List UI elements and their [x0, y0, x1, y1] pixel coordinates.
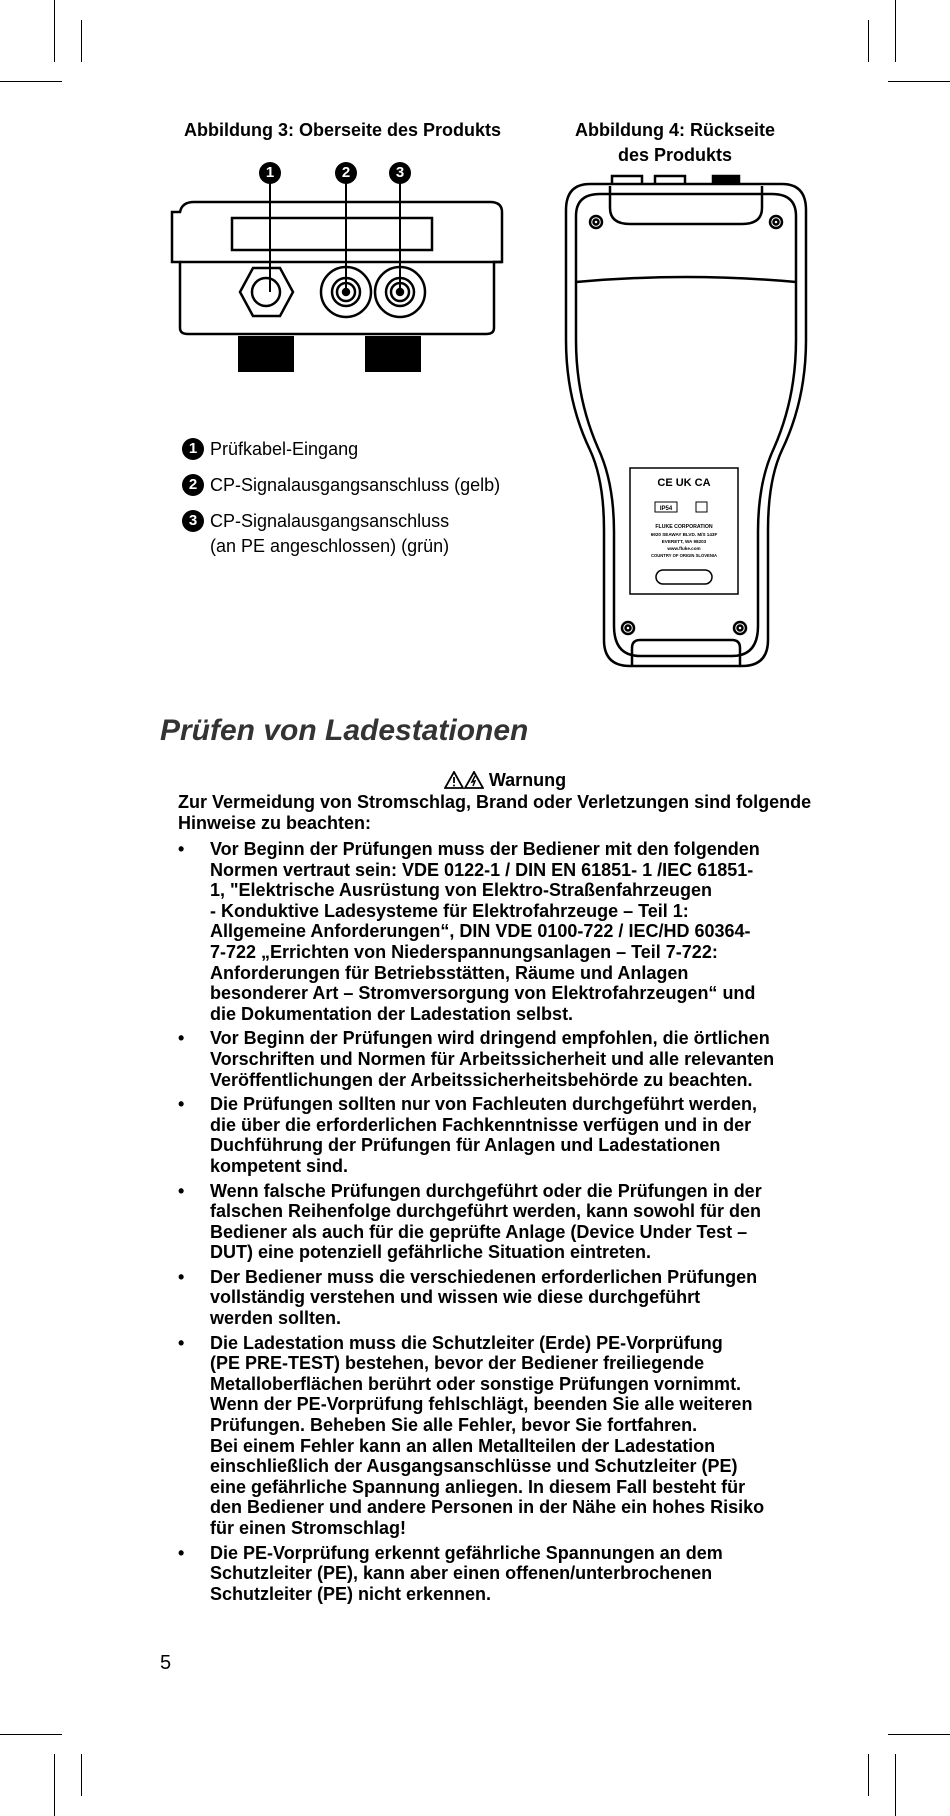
- warning-intro: Zur Vermeidung von Stromschlag, Brand oder Verletzungen sind folgende Hinweise zu beachten:: [178, 792, 812, 833]
- figure-3-legend: [182, 437, 500, 570]
- label-plate-address2: EVERETT, WA 98203: [661, 539, 707, 544]
- callout-2: 2: [335, 162, 357, 184]
- list-item: • Der Bediener muss die verschiedenen erforderlichen Prüfungen vollständig verstehen und wissen wie diese durchgeführt werden sollten.: [178, 1267, 828, 1329]
- label-plate-address1: 6920 SEAWAY BLVD. M/S 143F: [650, 532, 718, 537]
- crop-mark: [54, 0, 55, 62]
- warning-heading: [0, 768, 950, 792]
- callout-1: 1: [259, 162, 281, 184]
- legend-item: [182, 473, 500, 498]
- legend-number: 1: [182, 438, 204, 460]
- legend-text: CP-Signalausgangsanschluss (gelb): [210, 475, 501, 495]
- figure-4-caption: [545, 118, 805, 168]
- electric-hazard-icon: [464, 771, 484, 789]
- legend-number: 2: [182, 474, 204, 496]
- figure-4-caption-line1: Abbildung 4: Rückseite: [574, 120, 776, 140]
- label-plate-marks: CE UK CA: [657, 477, 711, 489]
- crop-mark: [888, 81, 950, 82]
- legend-text: Prüfkabel-Eingang: [210, 439, 359, 459]
- warning-triangle-icon: [444, 771, 464, 789]
- list-item: • Die Ladestation muss die Schutzleiter (Erde) PE-Vorprüfung (PE PRE-TEST) bestehen, bevor der Bediener freiliegende Metalloberflächen berührt oder sonstige Prüfungen vornimmt. Wenn der PE-Vorprüfung fehlschlägt, beenden Sie alle weiteren Prüfungen. Beheben Sie alle Fehler, bevor Sie fortfahren. Bei einem Fehler kann an allen Metallteilen der Ladestation einschließlich der Ausgangsanschlüsse und Schutzleiter (PE) eine gefährliche Spannung anliegen. In diesem Fall besteht für den Bediener und andere Personen in der Nähe ein hohes Risiko für einen Stromschlag!: [178, 1333, 828, 1539]
- warning-label: Warnung: [488, 770, 567, 790]
- legend-item: [182, 437, 500, 462]
- list-item: • Wenn falsche Prüfungen durchgeführt oder die Prüfungen in der falschen Reihenfolge durchgeführt werden, kann sowohl für den Bediener als auch für die geprüfte Anlage (Device Under Test – DUT) eine potenziell gefährliche Situation eintreten.: [178, 1181, 828, 1263]
- list-item: • Vor Beginn der Prüfungen muss der Bediener mit den folgenden Normen vertraut sein: VDE 0122-1 / DIN EN 61851- 1 /IEC 61851- 1, "Elektrische Ausrüstung von Elektro-Straßenfahrzeugen - Konduktive Ladesysteme für Elektrofahrzeuge – Teil 1: Allgemeine Anforderungen“, DIN VDE 0100-722 / IEC/HD 60364- 7-722 „Errichten von Niederspannungsanlagen – Teil 7-722: Anforderungen für Betriebsstätten, Räume und Anlagen besonderer Art – Stromversorgung von Elektrofahrzeugen“ und die Dokumentation der Ladestation selbst.: [178, 839, 828, 1024]
- figure-3-top-view-illustration: [160, 150, 540, 380]
- section-title: Prüfen von Ladestationen: [160, 714, 529, 747]
- crop-mark: [0, 1734, 62, 1735]
- crop-mark: [54, 1754, 55, 1816]
- list-item: • Die Prüfungen sollten nur von Fachleuten durchgeführt werden, die über die erforderlichen Fachkenntnisse verfügen und in der Duchführung der Prüfungen für Anlagen und Ladestationen kompetent sind.: [178, 1094, 828, 1176]
- page-number: 5: [160, 1652, 172, 1674]
- crop-mark: [895, 0, 896, 62]
- label-plate-origin: COUNTRY OF ORIGIN SLOVENIA: [650, 553, 718, 558]
- label-plate-ip-rating: IP54: [659, 506, 673, 512]
- crop-mark: [81, 1754, 82, 1796]
- figure-4-rear-view-illustration: [560, 170, 812, 675]
- legend-item: [182, 509, 500, 559]
- crop-mark: [888, 1734, 950, 1735]
- label-plate-website: www.fluke.com: [667, 546, 701, 551]
- label-plate-company: FLUKE CORPORATION: [655, 524, 713, 530]
- legend-text: CP-Signalausgangsanschluss (an PE angeschlossen) (grün): [210, 511, 450, 556]
- crop-mark: [0, 81, 62, 82]
- figure-4-caption-line2: des Produkts: [617, 145, 733, 165]
- callout-3: 3: [389, 162, 411, 184]
- list-item: • Vor Beginn der Prüfungen wird dringend empfohlen, die örtlichen Vorschriften und Normen für Arbeitssicherheit und alle relevanten Veröffentlichungen der Arbeitssicherheitsbehörde zu beachten.: [178, 1028, 828, 1090]
- crop-mark: [81, 20, 82, 62]
- crop-mark: [895, 1754, 896, 1816]
- crop-mark: [868, 1754, 869, 1796]
- legend-number: 3: [182, 510, 204, 532]
- list-item: • Die PE-Vorprüfung erkennt gefährliche Spannungen an dem Schutzleiter (PE), kann aber einen offenen/unterbrochenen Schutzleiter (PE) nicht erkennen.: [178, 1543, 828, 1605]
- figure-3-caption: Abbildung 3: Oberseite des Produkts: [183, 120, 502, 140]
- warning-bullet-list: [178, 839, 828, 1608]
- crop-mark: [868, 20, 869, 62]
